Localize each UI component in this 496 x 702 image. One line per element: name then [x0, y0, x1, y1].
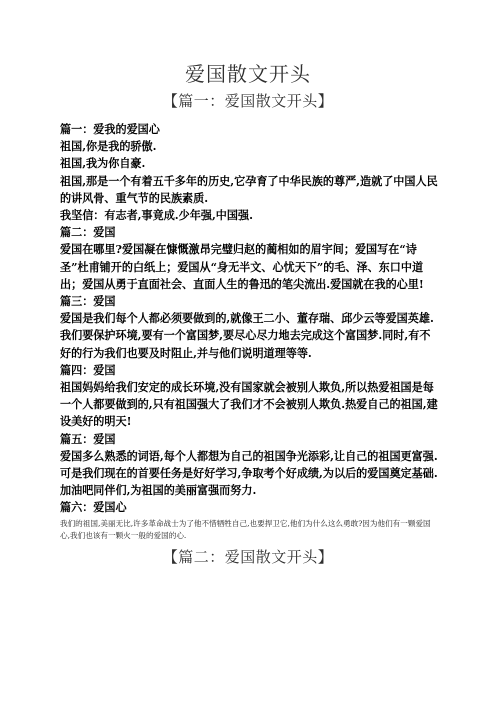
heading-part4: 篇四：爱国 — [60, 363, 116, 377]
paragraph: 祖国,你是我的骄傲. — [60, 140, 157, 154]
heading-part6: 篇六：爱国心 — [60, 501, 127, 515]
heading-part1: 篇一：爱我的爱国心 — [60, 123, 160, 136]
paragraph-small: 我们的祖国,美丽无比,许多革命战士为了他不惜牺牲自己,也要捍卫它,他们为什么这么勇敢?因为他们有一颗爱国心,我们也该有一颗火一般的爱国的心. — [60, 518, 431, 540]
document-body — [60, 121, 438, 542]
paragraph: 我坚信：有志者,事竟成.少年强,中国强. — [60, 209, 253, 223]
paragraph: 爱国在哪里?爱国凝在慷慨激昂完璧归赵的蔺相如的眉宇间；爱国写在“诗圣”杜甫铺开的白纸上；爱国从“身无半文、心忧天下”的毛、泽、东口中道出；爱国从勇于直面社会、直面人生的鲁迅的笔尖流出.爱国就在我的心里! — [60, 243, 424, 291]
heading-part2: 篇二：爱国 — [60, 226, 116, 240]
paragraph: 祖国妈妈给我们安定的成长环境,没有国家就会被别人欺负,所以热爱祖国是每一个人都要做到的,只有祖国强大了我们才不会被别人欺负.热爱自己的祖国,建设美好的明天! — [60, 381, 438, 429]
heading-part3: 篇三：爱国 — [60, 295, 116, 309]
document-title: 爱国散文开头 — [185, 62, 311, 86]
paragraph: 爱国是我们每个人都必须要做到的,就像王二小、董存瑞、邱少云等爱国英雄. — [60, 312, 434, 326]
heading-part5: 篇五：爱国 — [60, 432, 116, 446]
paragraph: 我们要保护环境,要有一个富国梦,要尽心尽力地去完成这个富国梦.同时,有不好的行为我们也要及时阻止,并与他们说明道理等等. — [60, 329, 431, 360]
section-heading-1: 【篇一：爱国散文开头】 — [162, 92, 334, 110]
section-heading-2: 【篇二：爱国散文开头】 — [162, 548, 334, 566]
paragraph: 爱国多么熟悉的词语,每个人都想为自己的祖国争光添彩,让自己的祖国更富强.可是我们现在的首要任务是好好学习,争取考个好成绩,为以后的爱国奠定基础.加油吧同伴们,为祖国的美丽富强而努力. — [60, 449, 438, 498]
paragraph: 祖国,那是一个有着五千多年的历史,它孕育了中华民族的尊严,造就了中国人民的讲风骨、重气节的民族素质. — [60, 174, 438, 205]
paragraph: 祖国,我为你自豪. — [60, 157, 146, 171]
